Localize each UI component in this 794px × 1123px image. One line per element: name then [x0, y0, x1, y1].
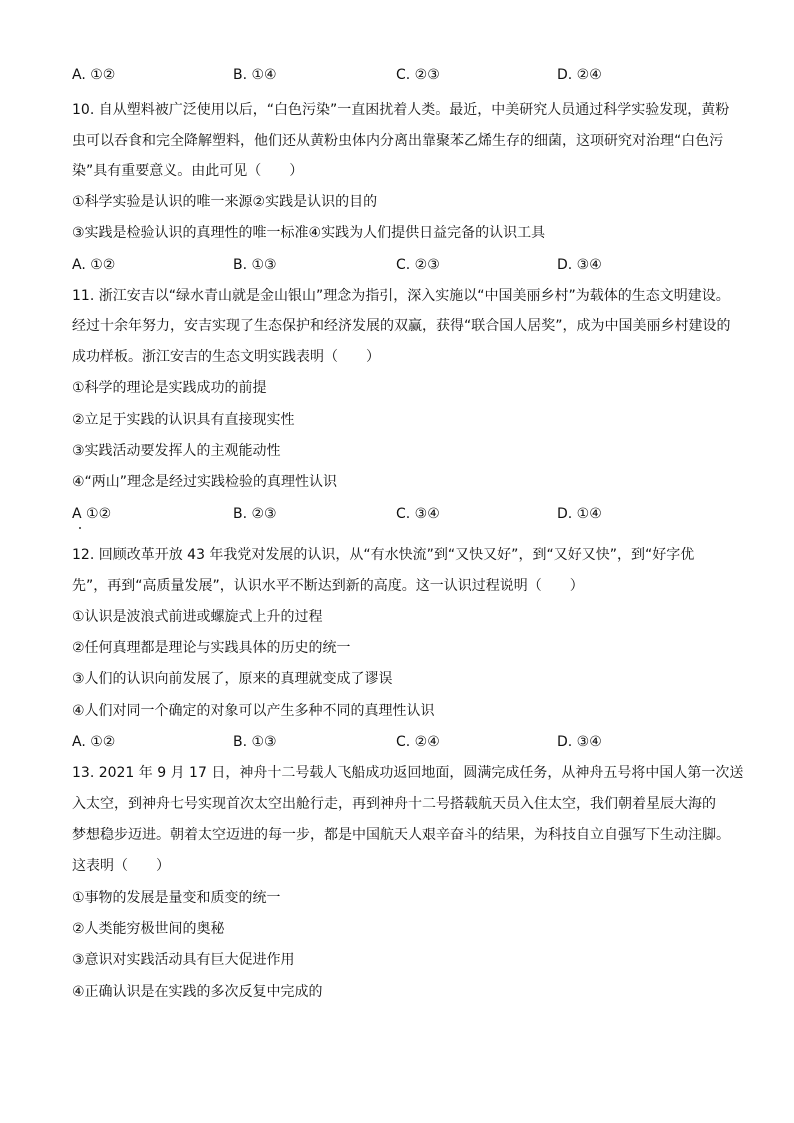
q9-option-c[interactable]: C. ②③ [396, 67, 440, 83]
q12-option-c[interactable]: C. ②④ [396, 734, 440, 750]
q11-stem-line: 经过十余年努力，安吉实现了生态保护和经济发展的双赢，获得“联合国人居奖”，成为中国美丽乡村建设的 [72, 318, 731, 334]
q9-option-d[interactable]: D. ②④ [557, 67, 602, 83]
q13-statement: ②人类能穷极世间的奥秘 [72, 921, 225, 937]
q10-stem-line: 10. 自从塑料被广泛使用以后，“白色污染”一直困扰着人类。最近，中美研究人员通过科学实验发现，黄粉 [72, 102, 730, 118]
q10-option-a[interactable]: A. ①② [72, 257, 116, 273]
q12-stem-line: 先”，再到“高质量发展”，认识水平不断达到新的高度。这一认识过程说明（ ） [72, 578, 584, 594]
q9-option-b[interactable]: B. ①④ [233, 67, 277, 83]
q13-statement: ①事物的发展是量变和质变的统一 [72, 890, 281, 906]
q11-option-a[interactable]: A ①② [72, 506, 112, 522]
q12-statement: ③人们的认识向前发展了，原来的真理就变成了谬误 [72, 671, 393, 687]
q10-statement: ①科学实验是认识的唯一来源②实践是认识的目的 [72, 194, 378, 210]
q9-option-a[interactable]: A. ①② [72, 67, 116, 83]
q12-statement: ④人们对同一个确定的对象可以产生多种不同的真理性认识 [72, 703, 435, 719]
q11-statement: ③实践活动要发挥人的主观能动性 [72, 443, 281, 459]
q11-option-b[interactable]: B. ②③ [233, 506, 277, 522]
q10-stem-line: 染”具有重要意义。由此可见（ ） [72, 163, 304, 179]
stray-mark [79, 527, 81, 529]
q13-stem-line: 梦想稳步迈进。朝着太空迈进的每一步，都是中国航天人艰辛奋斗的结果，为科技自立自强写下生动注脚。 [72, 827, 730, 843]
q11-stem-line: 成功样板。浙江安吉的生态文明实践表明（ ） [72, 349, 380, 365]
q13-statement: ③意识对实践活动具有巨大促进作用 [72, 952, 295, 968]
q13-stem-line: 入太空，到神舟七号实现首次太空出舱行走，再到神舟十二号搭载航天员入住太空，我们朝着星辰大海的 [72, 796, 716, 812]
q13-stem-line: 13. 2021 年 9 月 17 日，神舟十二号载人飞船成功返回地面，圆满完成任务，从神舟五号将中国人第一次送 [72, 765, 744, 781]
q13-stem-line: 这表明（ ） [72, 858, 170, 874]
q10-statement: ③实践是检验认识的真理性的唯一标准④实践为人们提供日益完备的认识工具 [72, 225, 546, 241]
q10-option-d[interactable]: D. ③④ [557, 257, 602, 273]
q12-statement: ①认识是波浪式前进或螺旋式上升的过程 [72, 609, 323, 625]
q11-options [72, 505, 732, 523]
q12-stem-line: 12. 回顾改革开放 43 年我党对发展的认识，从“有水快流”到“又快又好”，到“又好又快”，到“好字优 [72, 547, 695, 563]
q11-option-c[interactable]: C. ③④ [396, 506, 440, 522]
q12-option-b[interactable]: B. ①③ [233, 734, 277, 750]
q11-stem-line: 11. 浙江安吉以“绿水青山就是金山银山”理念为指引，深入实施以“中国美丽乡村”为载体的生态文明建设。 [72, 288, 730, 304]
q11-option-d[interactable]: D. ①④ [557, 506, 602, 522]
q12-options [72, 733, 732, 751]
q10-stem-line: 虫可以吞食和完全降解塑料，他们还从黄粉虫体内分离出靠聚苯乙烯生存的细菌，这项研究对治理“白色污 [72, 133, 724, 149]
q10-option-c[interactable]: C. ②③ [396, 257, 440, 273]
q13-statement: ④正确认识是在实践的多次反复中完成的 [72, 984, 323, 1000]
q9-options [72, 66, 732, 84]
q11-statement: ①科学的理论是实践成功的前提 [72, 380, 267, 396]
q12-statement: ②任何真理都是理论与实践具体的历史的统一 [72, 640, 351, 656]
q12-option-d[interactable]: D. ③④ [557, 734, 602, 750]
q12-option-a[interactable]: A. ①② [72, 734, 116, 750]
q11-statement: ②立足于实践的认识具有直接现实性 [72, 412, 295, 428]
q11-statement: ④“两山”理念是经过实践检验的真理性认识 [72, 474, 338, 490]
q10-options [72, 256, 732, 274]
q10-option-b[interactable]: B. ①③ [233, 257, 277, 273]
